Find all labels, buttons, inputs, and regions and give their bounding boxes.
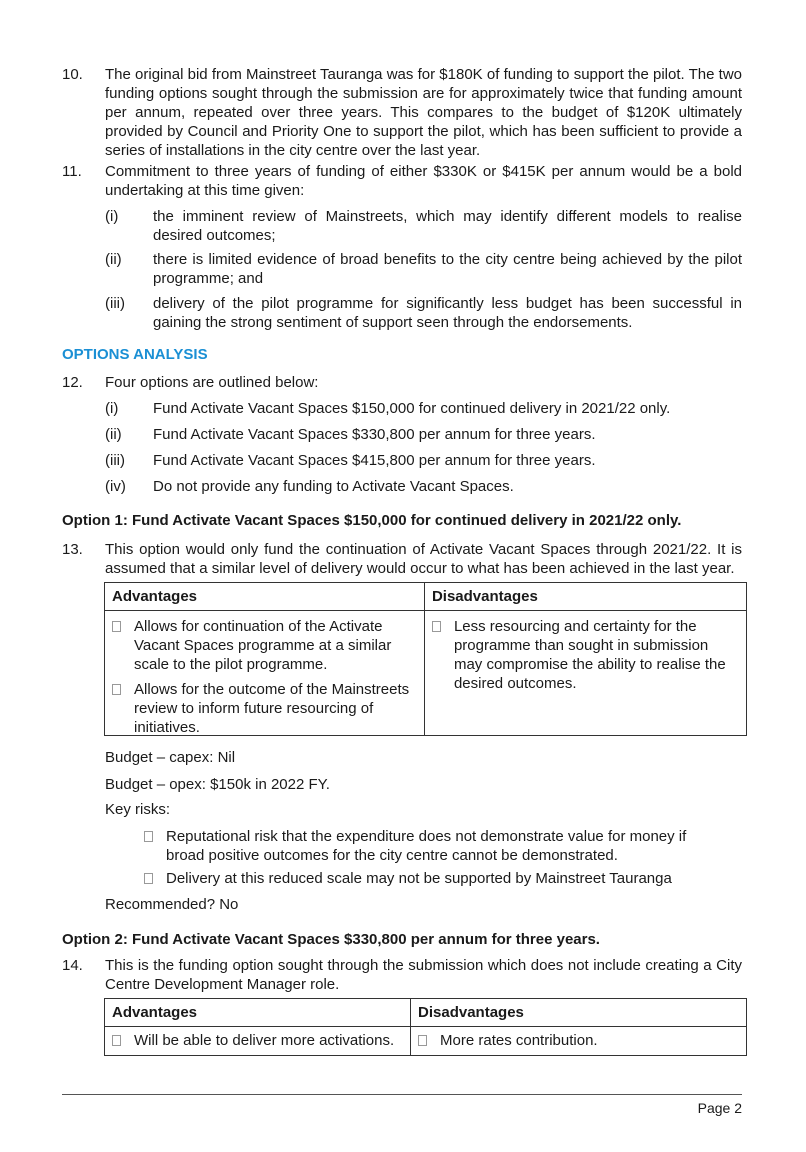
sub-item-text: Fund Activate Vacant Spaces $415,800 per annum for three years. (153, 452, 596, 469)
paragraph-number: 14. (62, 957, 83, 974)
checkbox-bullet-icon (144, 873, 153, 884)
sub-item-text: there is limited evidence of broad benefits to the city centre being achieved by the pilot programme; and (153, 251, 742, 287)
sub-item-number: (ii) (105, 251, 122, 268)
sub-item-text: the imminent review of Mainstreets, which may identify different models to realise desired outcomes; (153, 208, 742, 244)
sub-item-number: (iv) (105, 478, 126, 495)
paragraph-11 (62, 162, 742, 202)
paragraph-text: This is the funding option sought through the submission which does not include creating a City Centre Development Manager role. (105, 957, 742, 993)
page-number: Page 2 (697, 1100, 742, 1116)
sub-item-text: Fund Activate Vacant Spaces $330,800 per annum for three years. (153, 426, 596, 443)
section-heading: OPTIONS ANALYSIS (62, 346, 208, 363)
checkbox-bullet-icon (144, 831, 153, 842)
disadvantages-header: Disadvantages (431, 588, 538, 605)
sub-item-number: (ii) (105, 426, 122, 443)
paragraph-number: 13. (62, 541, 83, 558)
paragraph-number: 11. (62, 163, 82, 180)
checkbox-bullet-icon (112, 684, 121, 695)
sub-item-text: delivery of the pilot programme for significantly less budget has been successful in gaining the strong sentiment of support seen through the endorsements. (153, 295, 742, 331)
paragraph-number: 12. (62, 374, 83, 391)
sub-item-number: (iii) (105, 452, 125, 469)
checkbox-bullet-icon (418, 1035, 427, 1046)
footer-divider (62, 1094, 742, 1095)
sub-item-number: (iii) (105, 295, 125, 312)
paragraph-12 (62, 373, 742, 393)
opex-line: Budget – opex: $150k in 2022 FY. (105, 776, 330, 793)
option-2-table: Advantages Disadvantages Will be able to deliver more activations. More rates contribution. (104, 998, 747, 1056)
paragraph-text: Four options are outlined below: (105, 374, 319, 391)
paragraph-14 (62, 956, 742, 996)
sub-item-text: Do not provide any funding to Activate Vacant Spaces. (153, 478, 514, 495)
recommended-line: Recommended? No (105, 896, 239, 913)
disadvantages-header: Disadvantages (418, 1004, 524, 1021)
checkbox-bullet-icon (112, 621, 121, 632)
checkbox-bullet-icon (432, 621, 441, 632)
paragraph-text: This option would only fund the continuation of Activate Vacant Spaces through 2021/22. It is assumed that a similar level of delivery would occur to what has been achieved in the last year. (105, 541, 742, 577)
paragraph-text: Commitment to three years of funding of either $330K or $415K per annum would be a bold undertaking at this time given: (105, 163, 742, 199)
paragraph-13 (62, 540, 742, 580)
advantages-header: Advantages (112, 588, 198, 605)
document-page: 10. The original bid from Mainstreet Tauranga was for $180K of funding to support the pilot. The two funding options sought through the submission are for approximately twice that funding amount per annum, repeated over three years. This compares to the budget of $120K ultimately provided by Council and Priority One to support the pilot, which has been sufficient to provide a series of installations in the city centre over the last year. 11. Commitment to three years of funding of either $330K or $415K per annum would be a bold undertaking at this time given: (i) the imminent review of Mainstreets, which may identify different models to realise desired outcomes; (ii) there is limited evidence of broad benefits to the city centre being achieved by the pilot programme; and (iii) delivery of the pilot programme for significantly less budget has been successful in gaining the strong sentiment of support seen through the endorsements. OPTIONS ANALYSIS 12. Four options are outlined below: (i) Fund Activate Vacant Spaces $150,000 for continued delivery in 2021/22 only. (ii) Fund Activate Vacant Spaces $330,800 per annum for three years. (iii) Fund Activate Vacant Spaces $415,800 per annum for three years. (iv) Do not provide any funding to Activate Vacant Spaces. Option 1: Fund Activate Vacant Spaces $150,000 for continued delivery in 2021/22 only. 13. This option would only fund the continuation of Activate Vacant Spaces through 2021/22. It is assumed that a similar level of delivery would occur to what has been achieved in the last year. Advantages Disadvantages Allows for continuation of the Activate Vacant Spaces programme at a similar scale to the pilot programme. Allows for the outcome of the Mainstreets review to inform future resourcing of initiatives. Less resourcing and certainty for the programme than sought in submission may compromise the ability to realise the desired outcomes. Budget – capex: Nil Budget – opex: $150k in 2022 FY. Key risks: Reputational risk that the expenditure does not demonstrate value for money if broad positive outcomes for the city centre cannot be demonstrated. Delivery at this reduced scale may not be supported by Mainstreet Tauranga Recommended? No Option 2: Fund Activate Vacant Spaces $330,800 per annum for three years. 14. This is the funding option sought through the submission which does not include creating a City Centre Development Manager role. Advantages Disadvantages Will be able to deliver more activations. More rates contribution. Page 2 (0, 0, 806, 1152)
option-1-table: Advantages Disadvantages Allows for continuation of the Activate Vacant Spaces programme at a similar scale to the pilot programme. Allows for the outcome of the Mainstreets review to inform future resourcing of initiatives. Less resourcing and certainty for the programme than sought in submission may compromise the ability to realise the desired outcomes. (104, 582, 747, 736)
advantages-header: Advantages (112, 1004, 198, 1021)
checkbox-bullet-icon (112, 1035, 121, 1046)
key-risks-label: Key risks: (105, 801, 171, 818)
paragraph-number: 10. (62, 66, 83, 83)
option-1-heading: Option 1: Fund Activate Vacant Spaces $150,000 for continued delivery in 2021/22 only. (62, 512, 682, 529)
sub-item-text: Fund Activate Vacant Spaces $150,000 for continued delivery in 2021/22 only. (153, 400, 671, 417)
sub-item-number: (i) (105, 400, 119, 417)
option-2-heading: Option 2: Fund Activate Vacant Spaces $330,800 per annum for three years. (62, 931, 600, 948)
sub-item-number: (i) (105, 208, 119, 225)
capex-line: Budget – capex: Nil (105, 749, 236, 766)
paragraph-10 (62, 65, 742, 161)
paragraph-text: The original bid from Mainstreet Tauranga was for $180K of funding to support the pilot. The two funding options sought through the submission are for approximately twice that funding amount per annum, repeated over three years. This compares to the budget of $120K ultimately provided by Council and Priority One to support the pilot, which has been sufficient to provide a series of installations in the city centre over the last year. (105, 66, 742, 159)
